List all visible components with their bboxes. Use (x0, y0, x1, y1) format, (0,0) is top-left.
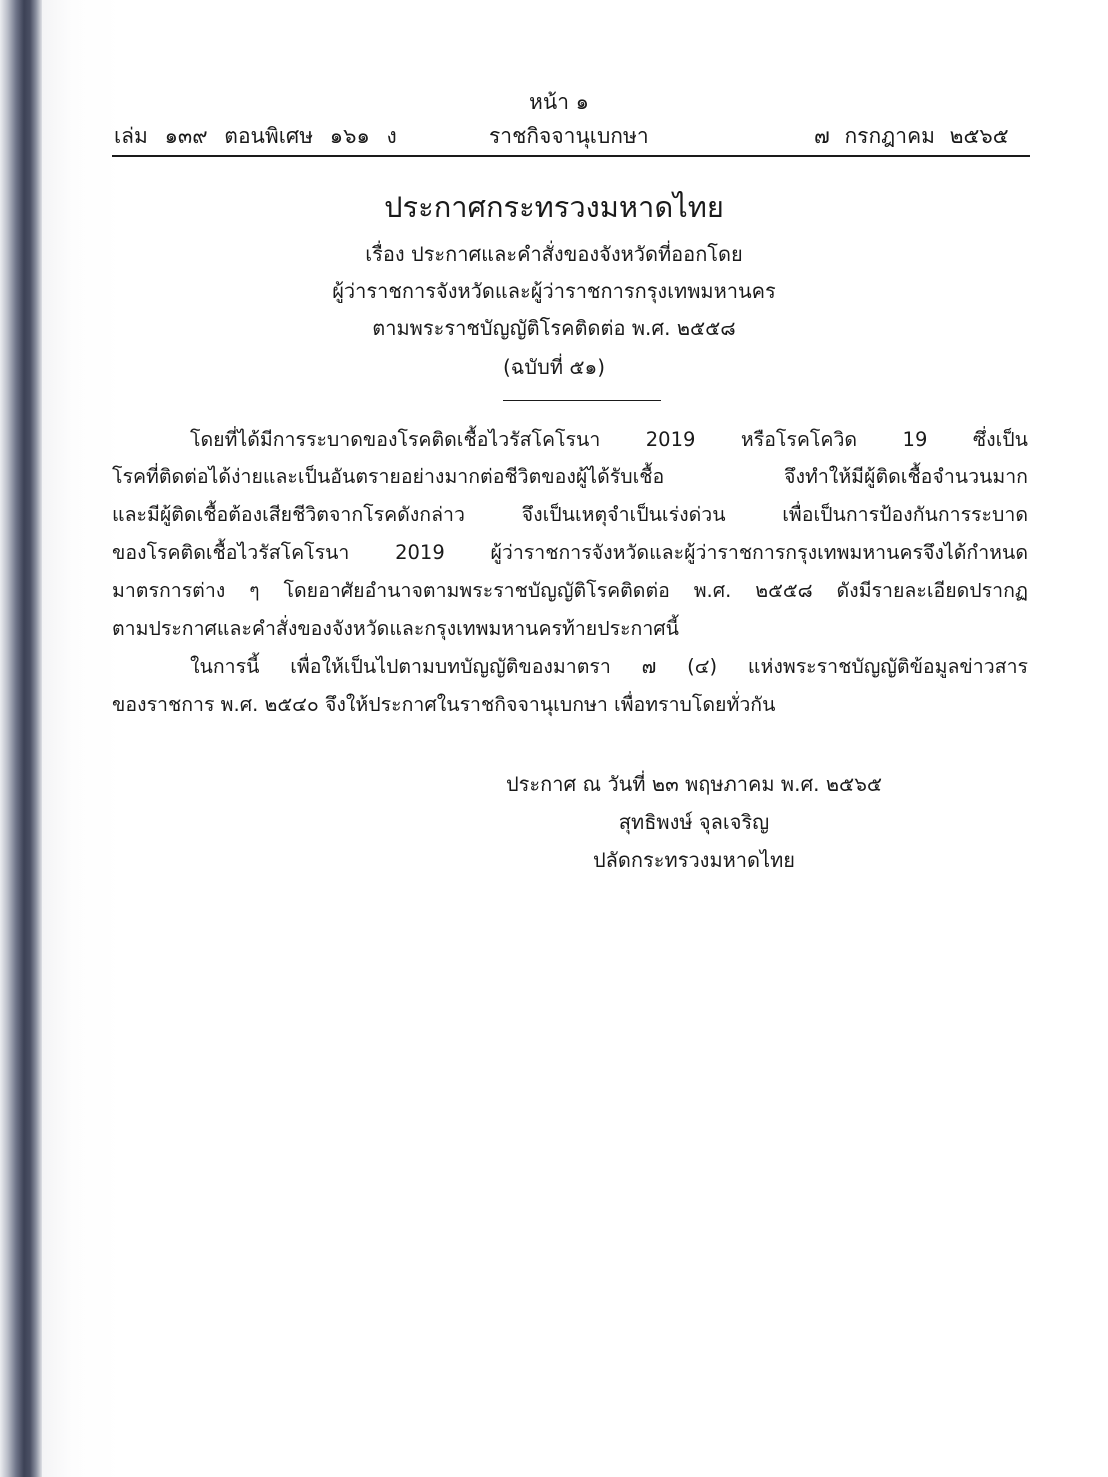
signatory-name: สุทธิพงษ์ จุลเจริญ (618, 810, 770, 834)
publication-date: ๗ กรกฎาคม ๒๕๖๕ (814, 124, 1009, 148)
page-number: หน้า ๑ (529, 90, 589, 114)
paragraph-1-line: โดยที่ได้มีการระบาดของโรคติดเชื้อไวรัสโคโรนา 2019 หรือโรคโควิด 19 ซึ่งเป็น (190, 428, 1028, 451)
paragraph-1-line: และมีผู้ติดเชื้อต้องเสียชีวิตจากโรคดังกล่าว จึงเป็นเหตุจำเป็นเร่งด่วน เพื่อเป็นการป้องกันการระบาด (112, 503, 1028, 526)
issue-number: (ฉบับที่ ๕๑) (503, 355, 605, 379)
header-rule (112, 155, 1030, 157)
subject-line-3: ตามพระราชบัญญัติโรคติดต่อ พ.ศ. ๒๕๕๘ (372, 316, 736, 340)
signature-date: ประกาศ ณ วันที่ ๒๓ พฤษภาคม พ.ศ. ๒๕๖๕ (505, 772, 883, 796)
paragraph-1-line: โรคที่ติดต่อได้ง่ายและเป็นอันตรายอย่างมากต่อชีวิตของผู้ได้รับเชื้อ จึงทำให้มีผู้ติดเชื้อจำนวนมาก (112, 465, 1028, 488)
signatory-position: ปลัดกระทรวงมหาดไทย (592, 848, 795, 872)
paragraph-2-line: ของราชการ พ.ศ. ๒๕๔๐ จึงให้ประกาศในราชกิจจานุเบกษา เพื่อทราบโดยทั่วกัน (112, 693, 776, 716)
announcement-title: ประกาศกระทรวงมหาดไทย (384, 190, 724, 224)
subject-line-1: เรื่อง ประกาศและคำสั่งของจังหวัดที่ออกโดย (365, 242, 743, 266)
paragraph-1-line: มาตรการต่าง ๆ โดยอาศัยอำนาจตามพระราชบัญญัติโรคติดต่อ พ.ศ. ๒๕๕๘ ดังมีรายละเอียดปรากฏ (112, 579, 1028, 602)
title-divider (503, 400, 661, 401)
subject-line-2: ผู้ว่าราชการจังหวัดและผู้ว่าราชการกรุงเทพมหานคร (332, 279, 776, 303)
paragraph-1-line: ตามประกาศและคำสั่งของจังหวัดและกรุงเทพมหานครท้ายประกาศนี้ (112, 617, 680, 640)
volume-info: เล่ม ๑๓๙ ตอนพิเศษ ๑๖๑ ง (114, 124, 397, 148)
gazette-name: ราชกิจจานุเบกษา (489, 124, 649, 148)
paragraph-2-line: ในการนี้ เพื่อให้เป็นไปตามบทบัญญัติของมาตรา ๗ (๔) แห่งพระราชบัญญัติข้อมูลข่าวสาร (190, 655, 1028, 678)
paragraph-1-line: ของโรคติดเชื้อไวรัสโคโรนา 2019 ผู้ว่าราชการจังหวัดและผู้ว่าราชการกรุงเทพมหานครจึงได้กำหนด (112, 541, 1028, 564)
